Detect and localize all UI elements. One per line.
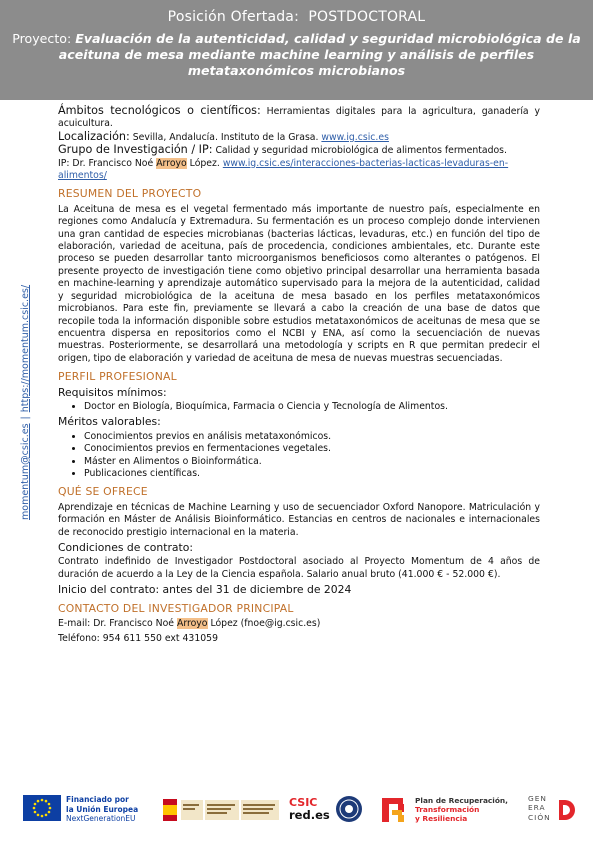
meritos-list: [58, 431, 540, 481]
ambitos-field: [58, 105, 540, 131]
list-item: • Publicaciones científicas.: [84, 468, 540, 480]
gobierno-espana-logo: [161, 796, 281, 824]
gen-line2: ERA: [528, 803, 546, 813]
condiciones-text: Contrato indefinido de Investigador Postdoctoral asociado al Proyecto Momentum de 4 años de duración de acuerdo a la Ley de la Ciencia española. Salario anual bruto (41.000 € - 52.000 €).: [58, 556, 540, 580]
offer-header: [0, 0, 593, 100]
project-label: Proyecto:: [12, 31, 72, 46]
localizacion-value: Sevilla, Andalucía. Instituto de la Grasa.: [132, 131, 319, 143]
contacto-email: [58, 618, 540, 630]
eu-line3: NextGenerationEU: [66, 814, 136, 823]
resumen-heading: RESUMEN DEL PROYECTO: [58, 187, 202, 201]
requisitos-list: [58, 401, 540, 413]
ofrece-heading: QUÉ SE OFRECE: [58, 485, 148, 499]
gen-line3: CIÓN: [528, 812, 551, 822]
position-value: POSTDOCTORAL: [308, 9, 426, 25]
contacto-heading: CONTACTO DEL INVESTIGADOR PRINCIPAL: [58, 601, 294, 615]
ip-highlight: Arroyo: [156, 157, 187, 169]
prtr-line2: Transformación: [415, 805, 480, 814]
csic-seal-icon: [336, 796, 362, 822]
generacion-d-logo: [528, 794, 551, 822]
position-line: [0, 9, 593, 25]
inicio-contrato: Inicio del contrato: antes del 31 de diciembre de 2024: [58, 583, 352, 597]
project-title: Evaluación de la autenticidad, calidad y seguridad microbiológica de la aceituna de mesa mediante machine learning y análisis de perfiles metataxonómicos microbianos: [58, 31, 581, 78]
eu-line1: Financiado por: [66, 795, 129, 804]
prtr-logo-text: [415, 796, 508, 823]
localizacion-link[interactable]: www.ig.csic.es: [321, 131, 389, 143]
grupo-label: Grupo de Investigación / IP:: [58, 143, 213, 157]
gen-line1: GEN: [528, 794, 547, 803]
email-suffix: López (fnoe@ig.csic.es): [210, 618, 321, 630]
project-line: [10, 31, 583, 79]
email-prefix: E-mail: Dr. Francisco Noé: [58, 618, 175, 630]
offer-body: [58, 105, 540, 646]
ambitos-label: Ámbitos tecnológicos o científicos:: [58, 104, 261, 117]
ip-suffix: López.: [189, 157, 220, 169]
position-label: Posición Ofertada:: [167, 9, 300, 25]
prtr-mark-icon: [380, 796, 414, 824]
csic-text: CSIC: [289, 796, 318, 809]
contacto-telefono: Teléfono: 954 611 550 ext 431059: [58, 633, 218, 645]
localizacion-label: Localización:: [58, 129, 130, 143]
condiciones-label: Condiciones de contrato:: [58, 541, 194, 554]
ofrece-text: Aprendizaje en técnicas de Machine Learning y uso de secuenciador Oxford Nanopore. Matriculación y formación en Máster de Análisis Bioinformático. Estancias en centros de nacionales e internacionales de reconocido prestigio internacional en la materia.: [58, 501, 540, 538]
grupo-field: [58, 144, 540, 182]
side-email-link[interactable]: momentum@csic.es: [20, 423, 31, 520]
ambitos-value: Herramientas digitales para la agricultura, ganadería y acuicultura.: [58, 106, 540, 130]
resumen-text: La Aceituna de mesa es el vegetal fermentado más importante de nuestro país, especialmente en regiones como Andalucía y Extremadura. Su fermentación es un proceso complejo donde intervienen una gran cantidad de especies microbianas (bacterias lácticas, levaduras, etc.) en función del tipo de elaboración, variedad de aceituna, país de procedencia, condiciones ambientales, etc. Durante este proceso se pueden desarrollar tanto microorganismos beneficiosos como alterantes o patógenos. El presente proyecto de investigación tiene como objetivo principal desarrollar una herramienta basada en machine-learning y aprendizaje automático supervisado para la mejora de la autenticidad, calidad y seguridad microbiológica de la aceituna de mesa basado en los perfiles metataxonómicos microbianos. Para este fin, previamente se llevará a cabo la creación de una base de datos que recopile toda la información disponible sobre estudios metataxonómicos de aceitunas de mesa que se encuentra dispersa en repositorios como el NCBI y ENA, así como la secuenciación de nuevas muestras. Posteriormente, se desarrollará una metodología y scripts en R que permitan predecir el origen, tipo de elaboración y variedad de aceituna de mesa de nuevas muestras secuenciadas.: [58, 203, 540, 364]
grupo-value: Calidad y seguridad microbiológica de alimentos fermentados.: [215, 145, 507, 157]
perfil-heading: PERFIL PROFESIONAL: [58, 370, 177, 384]
meritos-label: Méritos valorables:: [58, 415, 161, 429]
eu-funding-logo: [66, 795, 138, 824]
email-highlight: Arroyo: [176, 618, 208, 630]
grupo-link[interactable]: www.ig.csic.es/interacciones-bacterias-lacticas-levaduras-en-alimentos/: [58, 157, 509, 182]
csic-redes-logo: [289, 797, 330, 822]
side-url-link[interactable]: https://momentum.csic.es/: [20, 284, 31, 413]
generacion-d-icon: [555, 798, 579, 822]
prtr-line3: y Resiliencia: [415, 814, 468, 823]
localizacion-field: [58, 131, 540, 144]
redes-text: red.es: [289, 808, 330, 822]
side-separator: |: [20, 416, 31, 420]
side-contact-strip: [20, 285, 31, 520]
eu-line2: la Unión Europea: [66, 804, 139, 814]
ip-prefix: IP: Dr. Francisco Noé: [58, 157, 154, 169]
list-item: • Conocimientos previos en análisis metataxonómicos.: [84, 431, 540, 443]
prtr-line1: Plan de Recuperación,: [415, 796, 508, 805]
list-item: • Máster en Alimentos o Bioinformática.: [84, 456, 540, 468]
requisitos-label: Requisitos mínimos:: [58, 385, 167, 399]
list-item: • Doctor en Biología, Bioquímica, Farmacia o Ciencia y Tecnología de Alimentos.: [84, 401, 540, 413]
eu-flag-icon: [23, 795, 61, 821]
list-item: • Conocimientos previos en fermentaciones vegetales.: [84, 443, 540, 455]
